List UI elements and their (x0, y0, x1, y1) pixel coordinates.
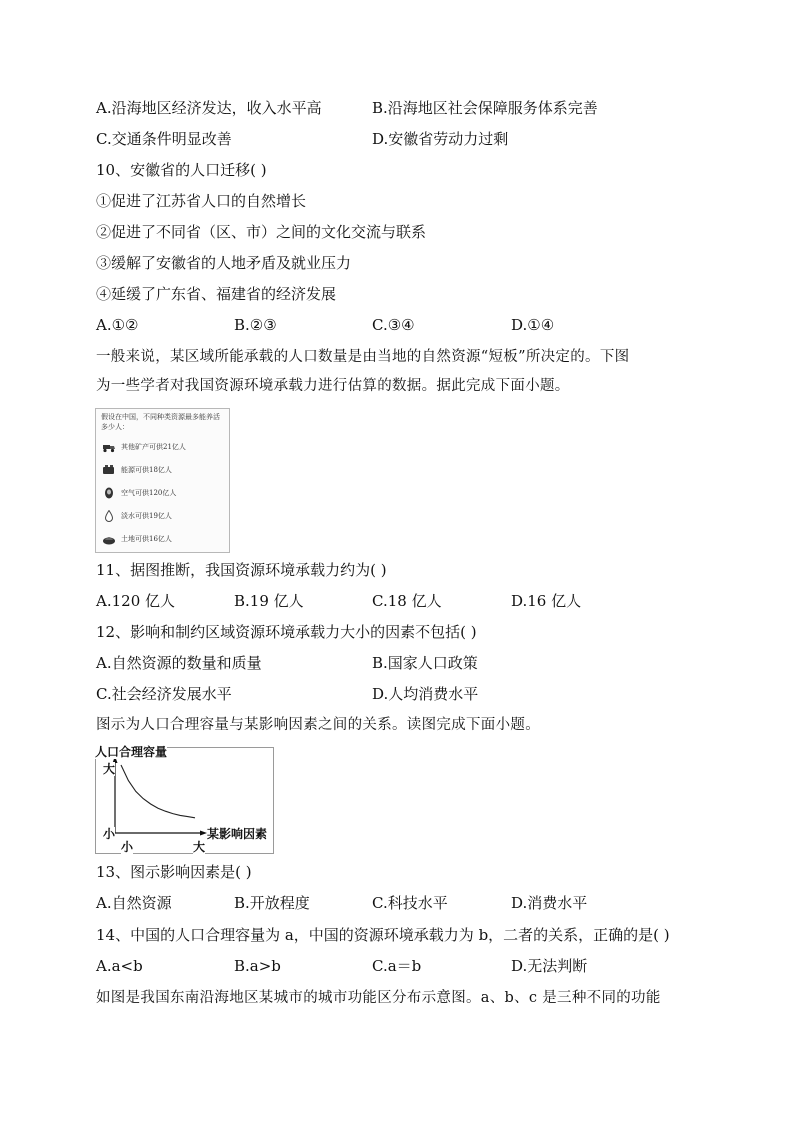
figure1-row-text: 其他矿产可供21亿人 (121, 443, 186, 451)
y-axis-label-high: 大 (103, 762, 116, 776)
q14-stem: 14、中国的人口合理容量为 a，中国的资源环境承载力为 b，二者的关系，正确的是( ) (96, 926, 670, 944)
q10-item-2: ②促进了不同省（区、市）之间的文化交流与联系 (96, 223, 427, 241)
q12-option-d: D.人均消费水平 (372, 685, 479, 703)
figure1-row-text: 空气可供120亿人 (121, 489, 177, 497)
q11-option-c: C.18 亿人 (372, 592, 442, 610)
q12-stem: 12、影响和制约区域资源环境承载力大小的因素不包括( ) (96, 623, 477, 641)
q10-option-c: C.③④ (372, 316, 415, 334)
q14-option-b: B.a>b (234, 957, 281, 975)
q11-option-b: B.19 亿人 (234, 592, 304, 610)
x-axis-label-high: 大 (193, 840, 206, 854)
q11-option-d: D.16 亿人 (511, 592, 582, 610)
q13-option-d: D.消费水平 (511, 894, 588, 912)
resource-capacity-figure (95, 408, 230, 553)
figure1-row-energy (102, 462, 172, 478)
water-drop-icon (102, 510, 116, 522)
lead1-line1: 一般来说，某区域所能承载的人口数量是由当地的自然资源“短板”所决定的。下图 (96, 349, 630, 365)
q13-option-c: C.科技水平 (372, 894, 448, 912)
figure1-row-minerals (102, 439, 186, 455)
q10-option-b: B.②③ (234, 316, 277, 334)
q9-option-a: A.沿海地区经济发达，收入水平高 (96, 99, 322, 117)
population-capacity-chart (95, 745, 275, 855)
q14-option-d: D.无法判断 (511, 957, 588, 975)
q10-stem: 10、安徽省的人口迁移( ) (96, 161, 267, 179)
q12-option-a: A.自然资源的数量和质量 (96, 654, 262, 672)
q11-option-a: A.120 亿人 (96, 592, 175, 610)
figure1-row-land (102, 531, 172, 547)
q10-option-a: A.①② (96, 316, 139, 334)
x-axis-title: 某影响因素 (207, 827, 268, 841)
q9-option-c: C.交通条件明显改善 (96, 130, 232, 148)
figure1-row-text: 能源可供18亿人 (121, 466, 172, 474)
figure1-row-text: 淡水可供19亿人 (121, 512, 172, 520)
q12-option-c: C.社会经济发展水平 (96, 685, 232, 703)
q9-option-b: B.沿海地区社会保障服务体系完善 (372, 99, 598, 117)
q10-item-4: ④延缓了广东省、福建省的经济发展 (96, 285, 337, 303)
y-axis-label-low: 小 (103, 827, 116, 841)
figure1-caption: 假设在中国，不同种类资源最多能养活多少人： (101, 413, 220, 431)
q13-option-b: B.开放程度 (234, 894, 310, 912)
lead3: 如图是我国东南沿海地区某城市的城市功能区分布示意图。a、b、c 是三种不同的功能 (96, 990, 661, 1006)
y-axis-title: 人口合理容量 (95, 745, 168, 759)
x-axis-arrow (200, 831, 207, 836)
q12-option-b: B.国家人口政策 (372, 654, 478, 672)
land-icon (102, 533, 116, 545)
energy-icon (102, 464, 116, 476)
x-axis-label-low: 小 (121, 840, 134, 854)
mining-truck-icon (102, 441, 116, 453)
q14-option-c: C.a＝b (372, 957, 422, 975)
q11-stem: 11、据图推断，我国资源环境承载力约为( ) (96, 561, 387, 579)
figure1-row-water (102, 508, 172, 524)
q9-option-d: D.安徽省劳动力过剩 (372, 130, 509, 148)
q13-option-a: A.自然资源 (96, 894, 172, 912)
q14-option-a: A.a<b (96, 957, 143, 975)
series-curve (121, 765, 195, 818)
q13-stem: 13、图示影响因素是( ) (96, 863, 252, 881)
figure1-row-text: 土地可供16亿人 (121, 535, 172, 543)
air-icon (102, 487, 116, 499)
q10-option-d: D.①④ (511, 316, 555, 334)
lead1-line2: 为一些学者对我国资源环境承载力进行估算的数据。据此完成下面小题。 (96, 378, 570, 394)
lead2: 图示为人口合理容量与某影响因素之间的关系。读图完成下面小题。 (96, 717, 540, 733)
figure1-row-air (102, 485, 176, 501)
q10-item-1: ①促进了江苏省人口的自然增长 (96, 192, 307, 210)
q10-item-3: ③缓解了安徽省的人地矛盾及就业压力 (96, 254, 352, 272)
